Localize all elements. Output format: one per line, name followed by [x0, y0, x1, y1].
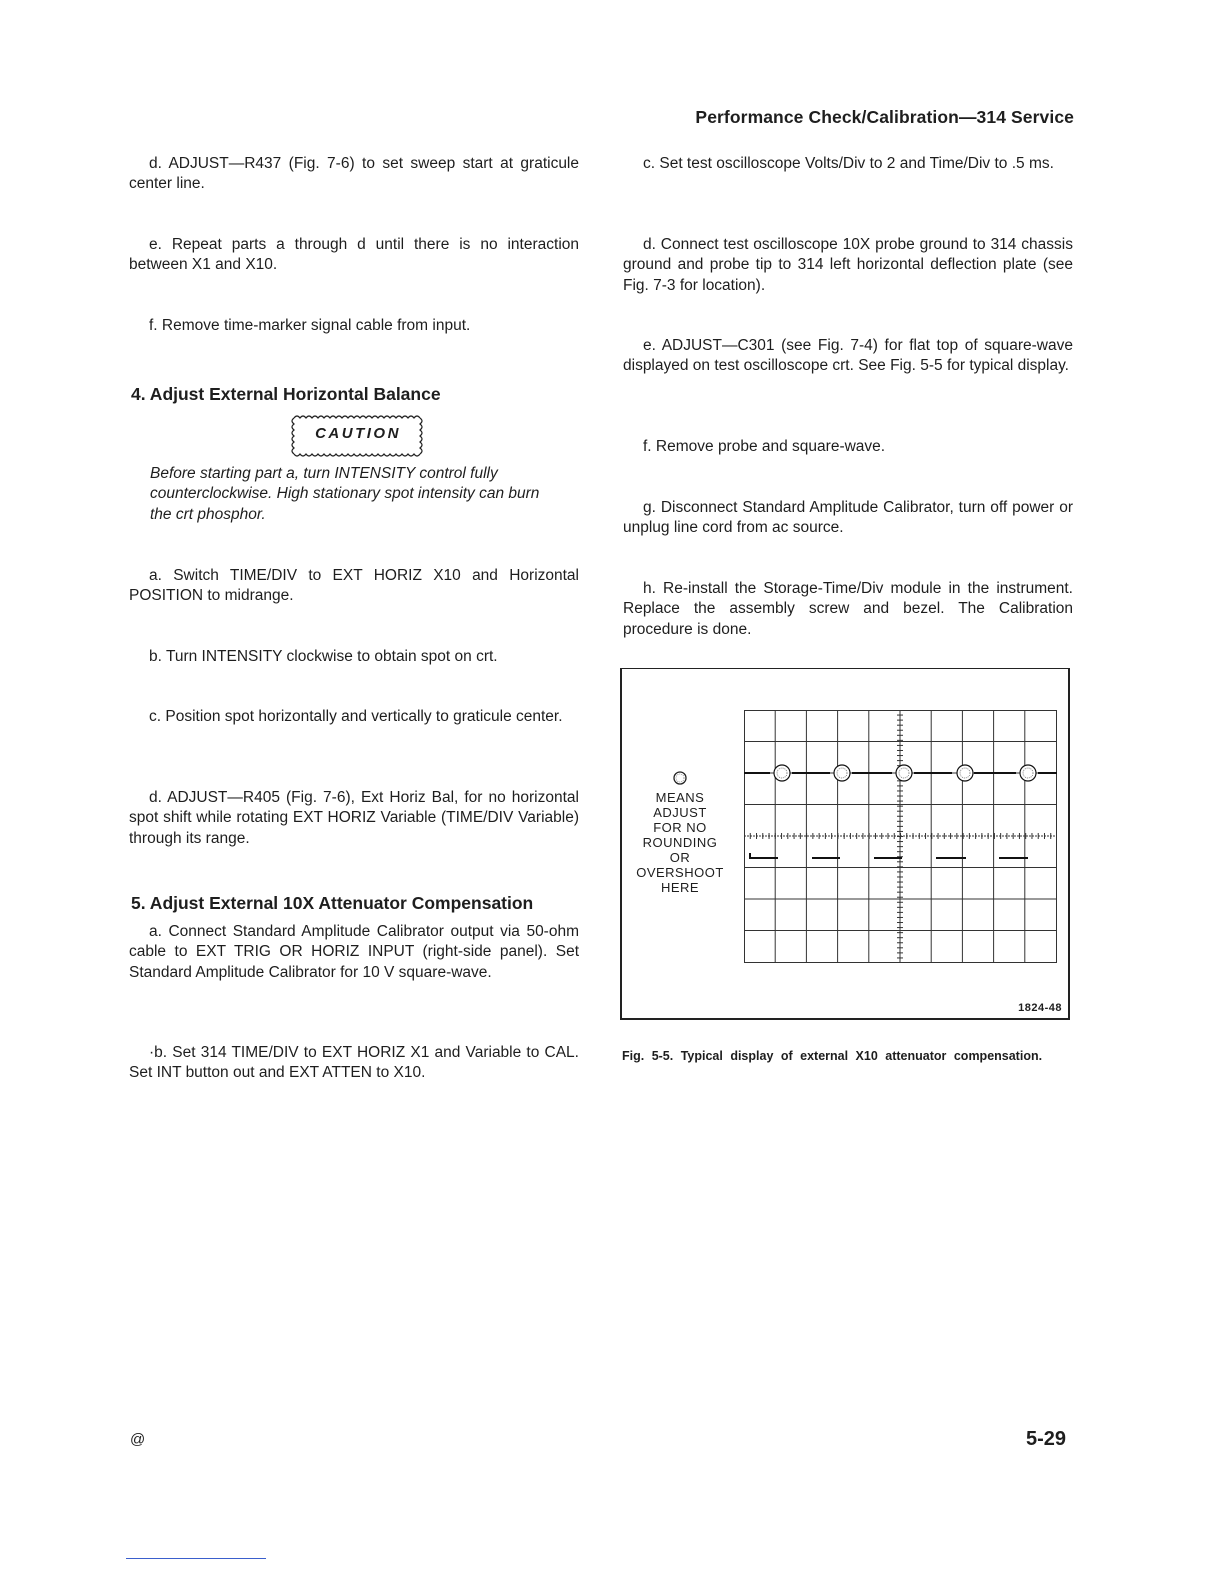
step-3e-paragraph: e. Repeat parts a through d until there is no interaction between X1 and X10.	[129, 236, 579, 274]
step-5a-paragraph: a. Connect Standard Amplitude Calibrator output via 50-ohm cable to EXT TRIG OR HORIZ INPUT (right-side panel). Set Standard Amplitude Calibrator for 10 V square-wave.	[129, 923, 579, 981]
legend-line: MEANS	[655, 790, 705, 805]
bottom-rule	[126, 1558, 266, 1559]
legend-line: FOR NO	[653, 820, 707, 835]
caution-label: CAUTION	[315, 425, 401, 442]
step-3d-paragraph: d. ADJUST—R437 (Fig. 7-6) to set sweep start at graticule center line.	[129, 155, 579, 193]
circle-symbol-icon	[672, 770, 688, 786]
legend-line: HERE	[660, 880, 700, 895]
figure-caption: Fig. 5-5. Typical display of external X10 attenuator compensation.	[622, 1049, 1043, 1063]
caution-banner	[288, 412, 428, 460]
section-5-heading: 5. Adjust External 10X Attenuator Compensation	[131, 893, 534, 913]
legend-line: OR	[669, 850, 691, 865]
page-number: 5-29	[1025, 1428, 1066, 1450]
step-5b-paragraph: ·b. Set 314 TIME/DIV to EXT HORIZ X1 and Variable to CAL. Set INT button out and EXT ATTEN to X10.	[129, 1044, 579, 1082]
oscilloscope-graticule	[744, 710, 1058, 964]
legend-line: OVERSHOOT	[636, 865, 724, 880]
step-4a-paragraph: a. Switch TIME/DIV to EXT HORIZ X10 and Horizontal POSITION to midrange.	[129, 567, 579, 605]
step-5d-paragraph: d. Connect test oscilloscope 10X probe ground to 314 chassis ground and probe tip to 314 left horizontal deflection plate (see Fig. 7-3 for location).	[623, 236, 1073, 294]
step-5h-paragraph: h. Re-install the Storage-Time/Div module in the instrument. Replace the assembly screw and bezel. The Calibration procedure is done.	[623, 580, 1073, 638]
step-5f-paragraph: f. Remove probe and square-wave.	[643, 438, 886, 455]
step-5e-paragraph: e. ADJUST—C301 (see Fig. 7-4) for flat top of square-wave displayed on test oscilloscope crt. See Fig. 5-5 for typical display.	[623, 337, 1073, 375]
step-3f-paragraph: f. Remove time-marker signal cable from input.	[149, 317, 471, 334]
legend-line: ROUNDING	[642, 835, 718, 850]
footer-copyright-mark: @	[130, 1431, 146, 1448]
caution-note: Before starting part a, turn INTENSITY control fully counterclockwise. High stationary spot intensity can burn the crt phosphor.	[150, 465, 540, 523]
legend-line: ADJUST	[653, 805, 707, 820]
page-header-title: Performance Check/Calibration—314 Service	[695, 107, 1074, 127]
step-4b-paragraph: b. Turn INTENSITY clockwise to obtain spot on crt.	[149, 648, 498, 665]
section-4-heading: 4. Adjust External Horizontal Balance	[131, 384, 441, 404]
step-4d-paragraph: d. ADJUST—R405 (Fig. 7-6), Ext Horiz Bal, for no horizontal spot shift while rotating EXT HORIZ Variable (TIME/DIV Variable) through its range.	[129, 789, 579, 847]
step-4c-paragraph: c. Position spot horizontally and vertically to graticule center.	[149, 708, 563, 725]
step-5g-paragraph: g. Disconnect Standard Amplitude Calibrator, turn off power or unplug line cord from ac source.	[623, 499, 1073, 537]
figure-legend	[630, 770, 730, 895]
figure-number: 1824-48	[1018, 1002, 1062, 1014]
step-5c-paragraph: c. Set test oscilloscope Volts/Div to 2 and Time/Div to .5 ms.	[643, 155, 1054, 172]
